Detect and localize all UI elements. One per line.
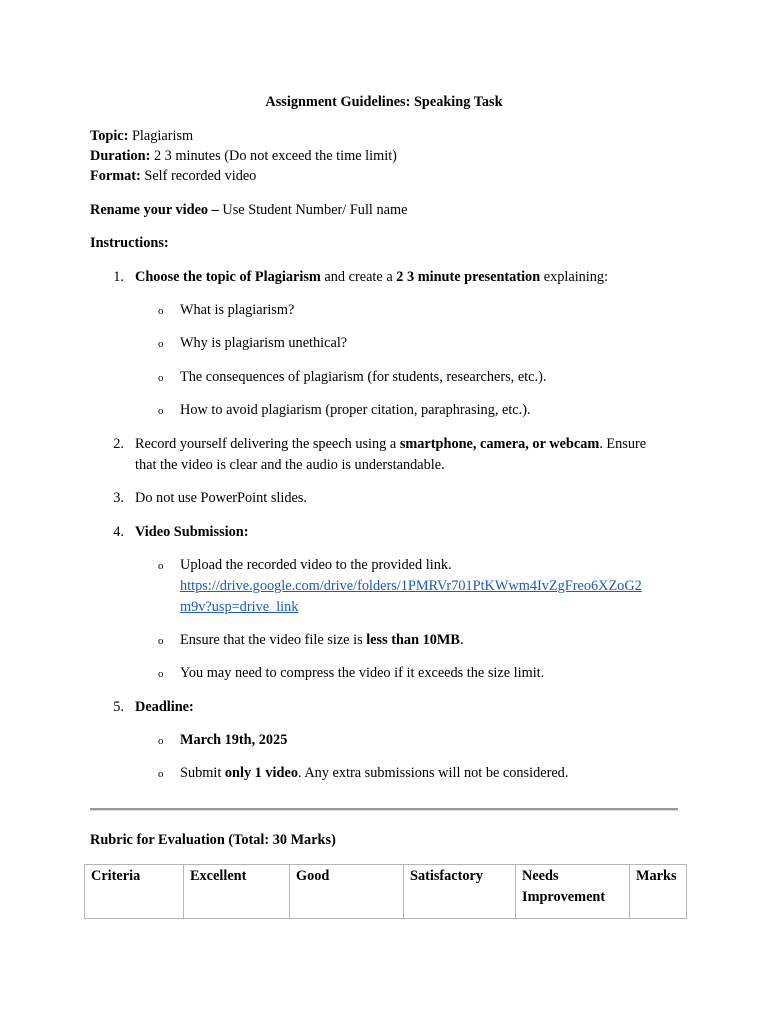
- item-1-text: Choose the topic of Plagiarism and create a 2 3 minute presentation explaining:: [135, 269, 609, 285]
- page-title: Assignment Guidelines: Speaking Task: [265, 94, 503, 110]
- list-item: The consequences of plagiarism (for students, researchers, etc.).: [180, 369, 547, 385]
- duration-label: Duration:: [90, 148, 151, 164]
- topic-value: Plagiarism: [128, 128, 194, 144]
- list-item: Why is plagiarism unethical?: [180, 335, 348, 351]
- list-item: How to avoid plagiarism (proper citation, paraphrasing, etc.).: [180, 402, 531, 418]
- rubric-table: [84, 864, 687, 919]
- format-line: [90, 166, 256, 186]
- column-header-satisfactory: Satisfactory: [404, 865, 516, 919]
- format-label: Format:: [90, 168, 141, 184]
- bullet-marker: o: [158, 668, 164, 680]
- bullet-marker: o: [158, 372, 164, 384]
- bullet-marker: o: [158, 338, 164, 350]
- instructions-heading: Instructions:: [90, 235, 169, 251]
- rename-label: Rename your video –: [90, 202, 219, 218]
- list-item: You may need to compress the video if it exceeds the size limit.: [180, 665, 545, 681]
- item-4-heading: Video Submission:: [135, 524, 249, 540]
- list-item: Upload the recorded video to the provided link.: [180, 557, 452, 573]
- item-3-text: Do not use PowerPoint slides.: [135, 490, 307, 506]
- drive-link-continued[interactable]: [180, 597, 298, 617]
- list-item: What is plagiarism?: [180, 302, 295, 318]
- column-header-criteria: Criteria: [85, 865, 184, 919]
- column-header-excellent: Excellent: [184, 865, 290, 919]
- bullet-marker: o: [158, 560, 164, 572]
- item-5-heading: Deadline:: [135, 699, 194, 715]
- bullet-marker: o: [158, 405, 164, 417]
- column-header-marks: Marks: [630, 865, 687, 919]
- drive-link-line1[interactable]: https://drive.google.com/drive/folders/1PMRVr701PtKWwm4IvZgFreo6XZoG2: [180, 578, 642, 594]
- duration-line: [90, 146, 397, 166]
- list-item: Ensure that the video file size is less than 10MB.: [180, 632, 464, 648]
- item-2-text-line2: that the video is clear and the audio is understandable.: [135, 457, 445, 473]
- topic-label: Topic:: [90, 128, 129, 144]
- bullet-marker: o: [158, 305, 164, 317]
- duration-value: 2 3 minutes (Do not exceed the time limit): [150, 148, 397, 164]
- item-2-text: Record yourself delivering the speech using a smartphone, camera, or webcam. Ensure: [135, 436, 647, 452]
- rename-line: [90, 200, 407, 220]
- item-2-number: 2.: [113, 436, 124, 452]
- bullet-marker: o: [158, 635, 164, 647]
- horizontal-divider: [90, 808, 678, 811]
- topic-line: [90, 126, 193, 146]
- item-5-number: 5.: [113, 699, 124, 715]
- format-value: Self recorded video: [140, 168, 257, 184]
- item-3-number: 3.: [113, 490, 124, 506]
- column-header-needs-improvement: Needs Improvement: [516, 865, 630, 919]
- table-header-row: [85, 865, 687, 919]
- drive-link-line2[interactable]: m9v?usp=drive_link: [180, 599, 299, 615]
- list-item: Submit only 1 video. Any extra submissions will not be considered.: [180, 765, 569, 781]
- bullet-marker: o: [158, 735, 164, 747]
- drive-link[interactable]: [180, 576, 642, 596]
- bullet-marker: o: [158, 768, 164, 780]
- rename-value: Use Student Number/ Full name: [218, 202, 408, 218]
- item-4-number: 4.: [113, 524, 124, 540]
- deadline-date: March 19th, 2025: [180, 732, 288, 748]
- column-header-good: Good: [290, 865, 404, 919]
- rubric-heading: Rubric for Evaluation (Total: 30 Marks): [90, 832, 336, 848]
- item-1-number: 1.: [113, 269, 124, 285]
